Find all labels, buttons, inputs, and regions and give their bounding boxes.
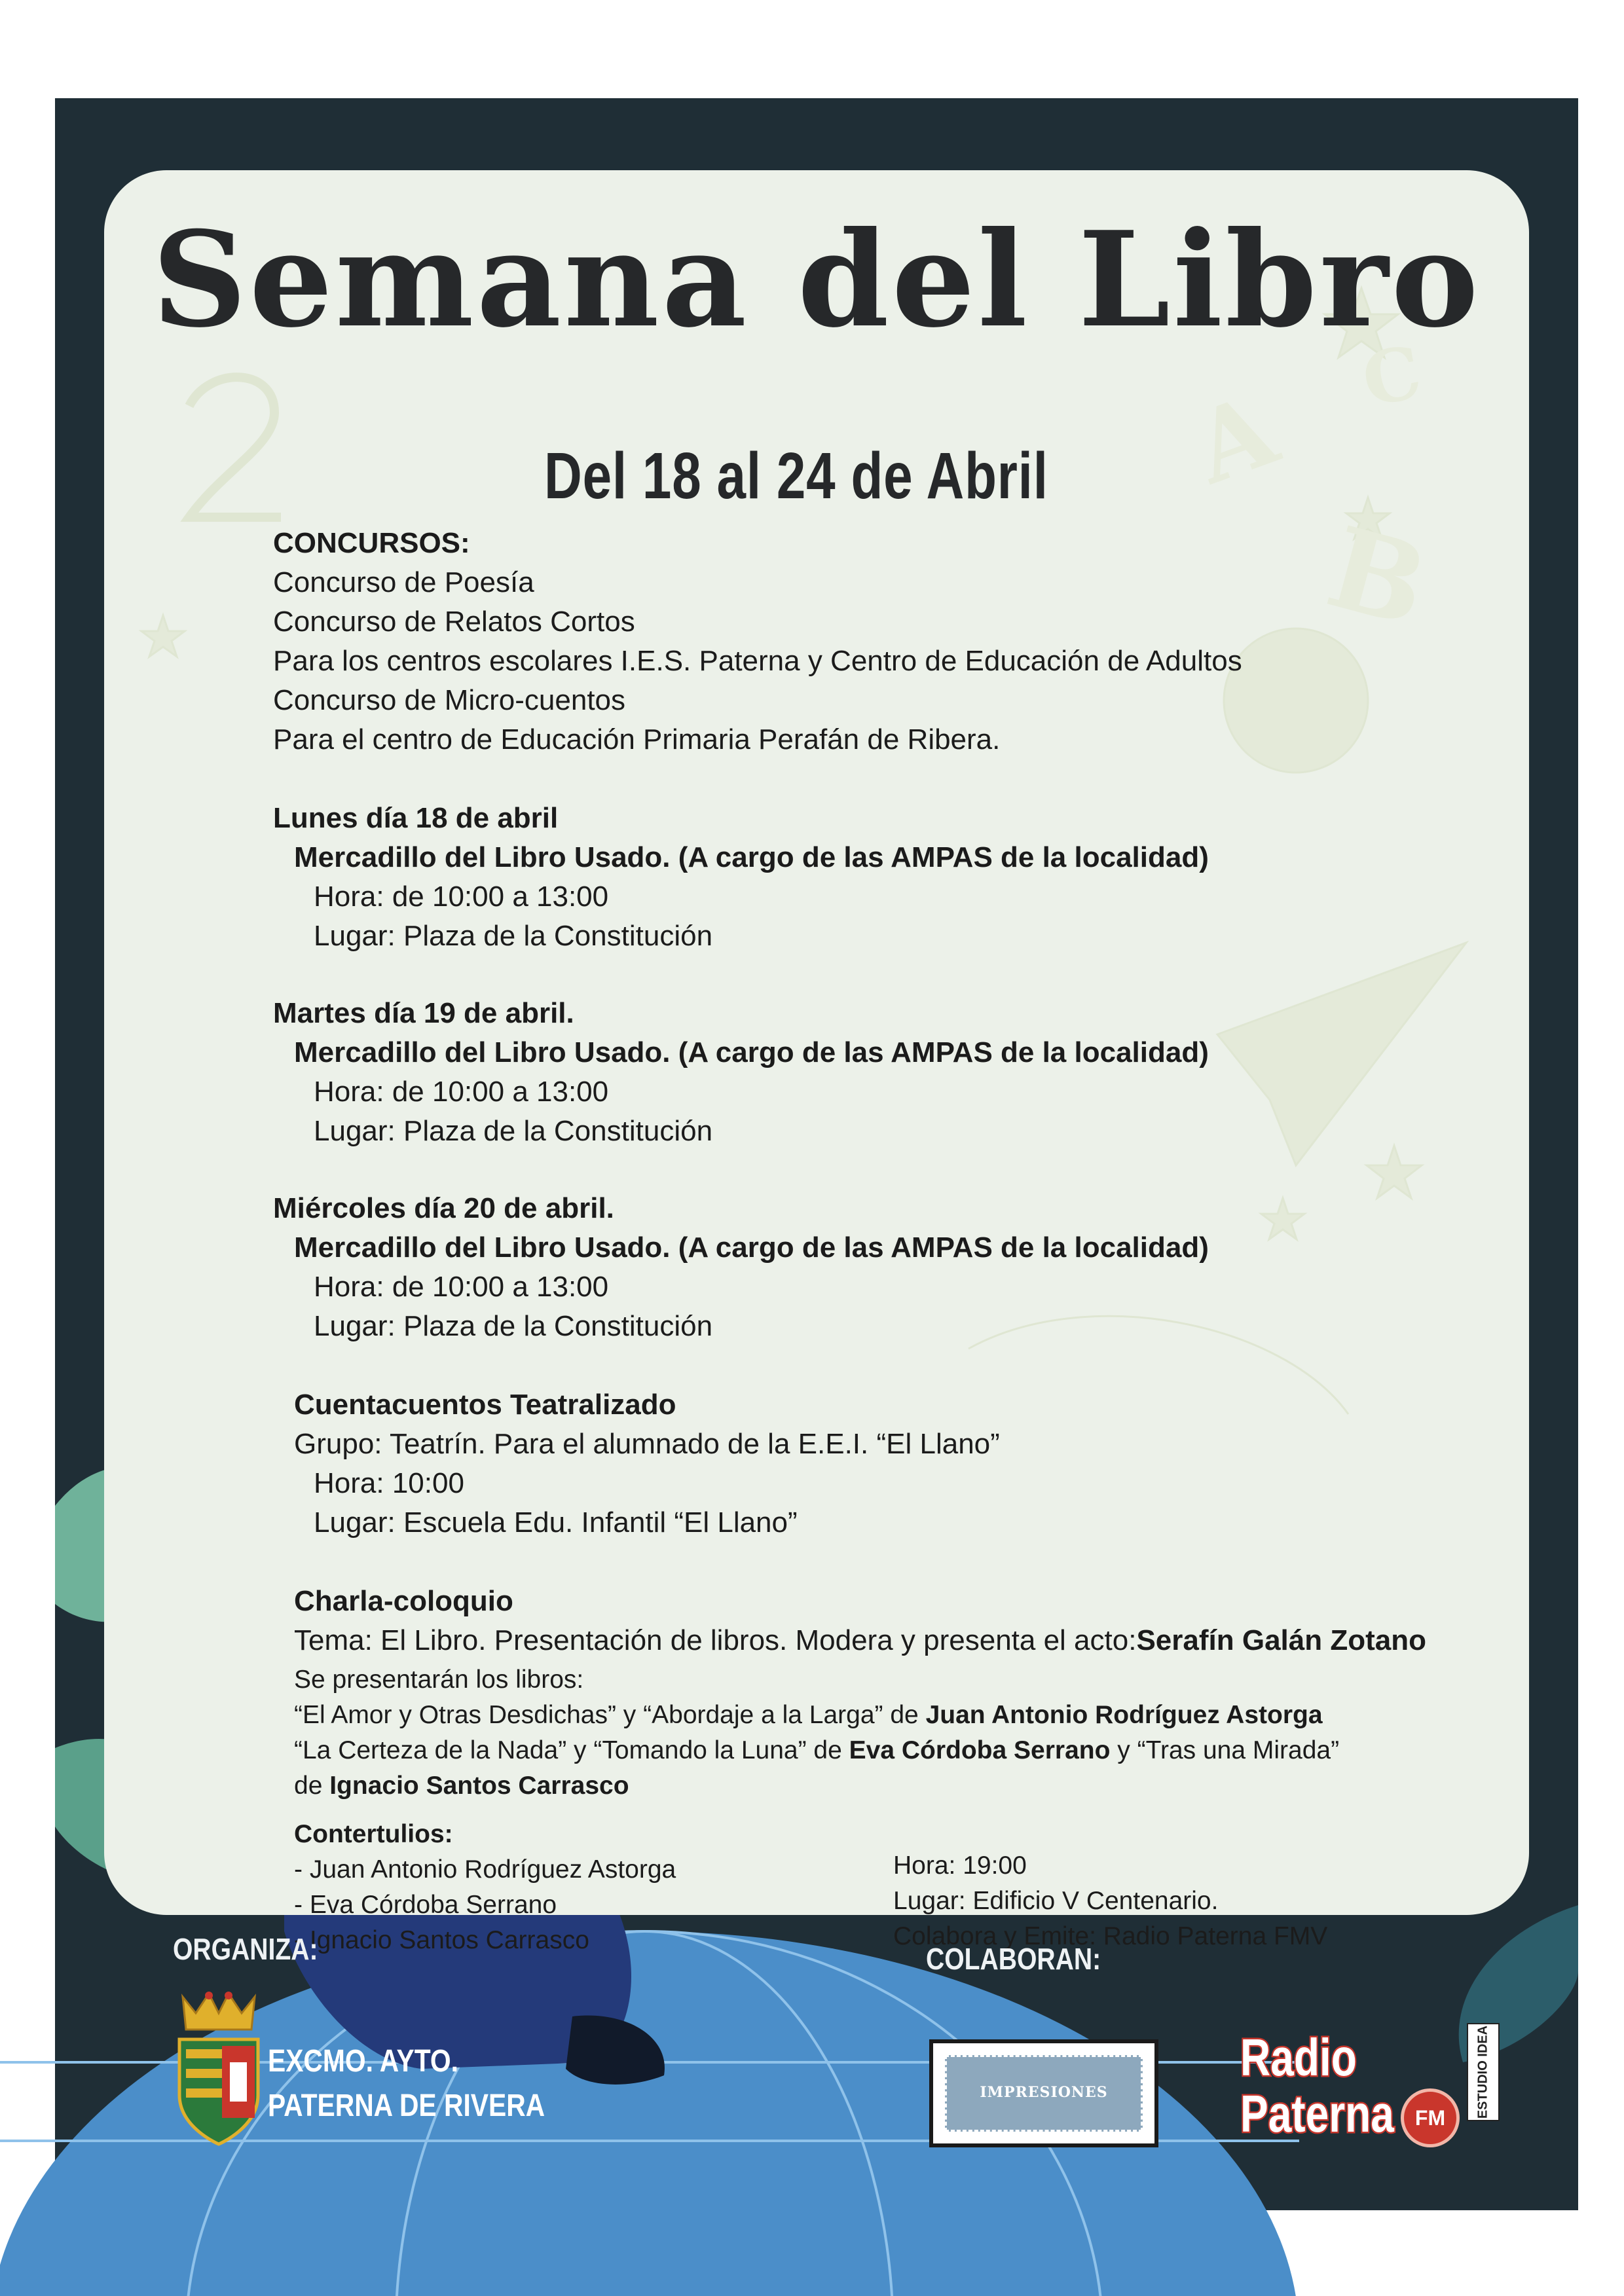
ayto-line: EXCMO. AYTO. bbox=[268, 2044, 458, 2079]
poster bbox=[55, 98, 1578, 2210]
paper-plane-decoration bbox=[1217, 943, 1466, 1165]
ayto-crest-logo bbox=[170, 1984, 268, 2147]
concurso-item: Concurso de Micro-cuentos bbox=[273, 684, 626, 716]
book-author: Juan Antonio Rodríguez Astorga bbox=[925, 1701, 1323, 1729]
star-icon bbox=[141, 615, 185, 657]
contertulio-item: - Eva Córdoba Serrano bbox=[294, 1891, 557, 1919]
day-heading: Lunes día 18 de abril bbox=[273, 802, 559, 834]
event-info-lugar: Lugar: Edificio V Centenario. bbox=[893, 1887, 1219, 1915]
cuentacuentos-hora: Hora: 10:00 bbox=[314, 1467, 464, 1499]
letter-a-decoration: A bbox=[1179, 372, 1291, 507]
cuentacuentos-grupo: Grupo: Teatrín. Para el alumnado de la E.E.I. “El Llano” bbox=[294, 1428, 1000, 1460]
book-author: Eva Córdoba Serrano bbox=[849, 1736, 1111, 1764]
day-heading: Miércoles día 20 de abril. bbox=[273, 1192, 614, 1224]
page-title: Semana del Libro bbox=[152, 203, 1481, 357]
event-lugar: Lugar: Plaza de la Constitución bbox=[314, 920, 713, 952]
charla-tema-text: Tema: El Libro. Presentación de libros. Modera y presenta el acto: bbox=[294, 1624, 1137, 1656]
radio-line: Radio bbox=[1240, 2028, 1357, 2086]
studio-label: ESTUDIO IDEA bbox=[1475, 2025, 1490, 2119]
organiza-label: ORGANIZA: bbox=[173, 1932, 318, 1966]
event-hora: Hora: de 10:00 a 13:00 bbox=[314, 881, 609, 913]
concurso-item: Para el centro de Educación Primaria Perafán de Ribera. bbox=[273, 723, 1001, 756]
colaboran-label: COLABORAN: bbox=[926, 1942, 1101, 1976]
event-title: Mercadillo del Libro Usado. (A cargo de las AMPAS de la localidad) bbox=[294, 1036, 1209, 1068]
day-heading: Martes día 19 de abril. bbox=[273, 997, 574, 1029]
book-titles: de bbox=[294, 1772, 330, 1800]
apple-decoration bbox=[1224, 629, 1368, 773]
radio-fm-badge: FM bbox=[1401, 2088, 1460, 2147]
book-titles: “La Certeza de la Nada” y “Tomando la Luna” de bbox=[294, 1736, 849, 1764]
planet-decoration bbox=[969, 1316, 1348, 1414]
book-author: Ignacio Santos Carrasco bbox=[329, 1772, 629, 1800]
concurso-item: Concurso de Poesía bbox=[273, 566, 534, 598]
book-titles: y “Tras una Mirada” bbox=[1110, 1736, 1340, 1764]
event-title: Mercadillo del Libro Usado. (A cargo de las AMPAS de la localidad) bbox=[294, 841, 1209, 873]
cuentacuentos-heading: Cuentacuentos Teatralizado bbox=[294, 1389, 676, 1421]
impresiones-logo bbox=[929, 2039, 1158, 2147]
charla-heading: Charla-coloquio bbox=[294, 1585, 513, 1617]
charla-book-line bbox=[294, 1766, 629, 1806]
charla-tema bbox=[294, 1621, 1426, 1660]
contertulios-heading: Contertulios: bbox=[294, 1820, 453, 1848]
letter-c-decoration: C bbox=[1356, 329, 1428, 423]
concurso-item: Para los centros escolares I.E.S. Paterna y Centro de Educación de Adultos bbox=[273, 645, 1242, 677]
studio-idea-logo bbox=[1467, 2023, 1500, 2121]
impresiones-label: IMPRESIONES bbox=[980, 2084, 1108, 2101]
ayto-name bbox=[268, 2039, 545, 2128]
contertulio-item: - Ignacio Santos Carrasco bbox=[294, 1926, 589, 1954]
cuentacuentos-lugar: Lugar: Escuela Edu. Infantil “El Llano” bbox=[314, 1506, 798, 1539]
radio-paterna-logo bbox=[1240, 2030, 1394, 2142]
charla-moderador: Serafín Galán Zotano bbox=[1136, 1624, 1426, 1656]
event-title: Mercadillo del Libro Usado. (A cargo de las AMPAS de la localidad) bbox=[294, 1231, 1209, 1264]
concurso-item: Concurso de Relatos Cortos bbox=[273, 606, 635, 638]
ayto-line: PATERNA DE RIVERA bbox=[268, 2088, 545, 2123]
event-hora: Hora: de 10:00 a 13:00 bbox=[314, 1076, 609, 1108]
star-icon bbox=[1261, 1198, 1304, 1239]
event-lugar: Lugar: Plaza de la Constitución bbox=[314, 1310, 713, 1342]
event-hora: Hora: de 10:00 a 13:00 bbox=[314, 1271, 609, 1303]
star-icon bbox=[1367, 1146, 1422, 1198]
event-info-colabora: Colabora y Emite: Radio Paterna FMV bbox=[893, 1922, 1328, 1950]
charla-intro: Se presentarán los libros: bbox=[294, 1666, 584, 1694]
date-subtitle: Del 18 al 24 de Abril bbox=[544, 439, 1048, 513]
letter-b-decoration: B bbox=[1315, 501, 1440, 653]
book-titles: “El Amor y Otras Desdichas” y “Abordaje a la Larga” de bbox=[294, 1701, 926, 1729]
contertulio-item: - Juan Antonio Rodríguez Astorga bbox=[294, 1855, 676, 1884]
concursos-heading: CONCURSOS: bbox=[273, 527, 470, 559]
event-lugar: Lugar: Plaza de la Constitución bbox=[314, 1115, 713, 1147]
radio-line: Paterna bbox=[1240, 2085, 1394, 2143]
number-2-decoration bbox=[189, 377, 281, 517]
charla-book-line bbox=[294, 1731, 1339, 1770]
charla-book-line bbox=[294, 1696, 1323, 1735]
event-info-hora: Hora: 19:00 bbox=[893, 1851, 1027, 1880]
